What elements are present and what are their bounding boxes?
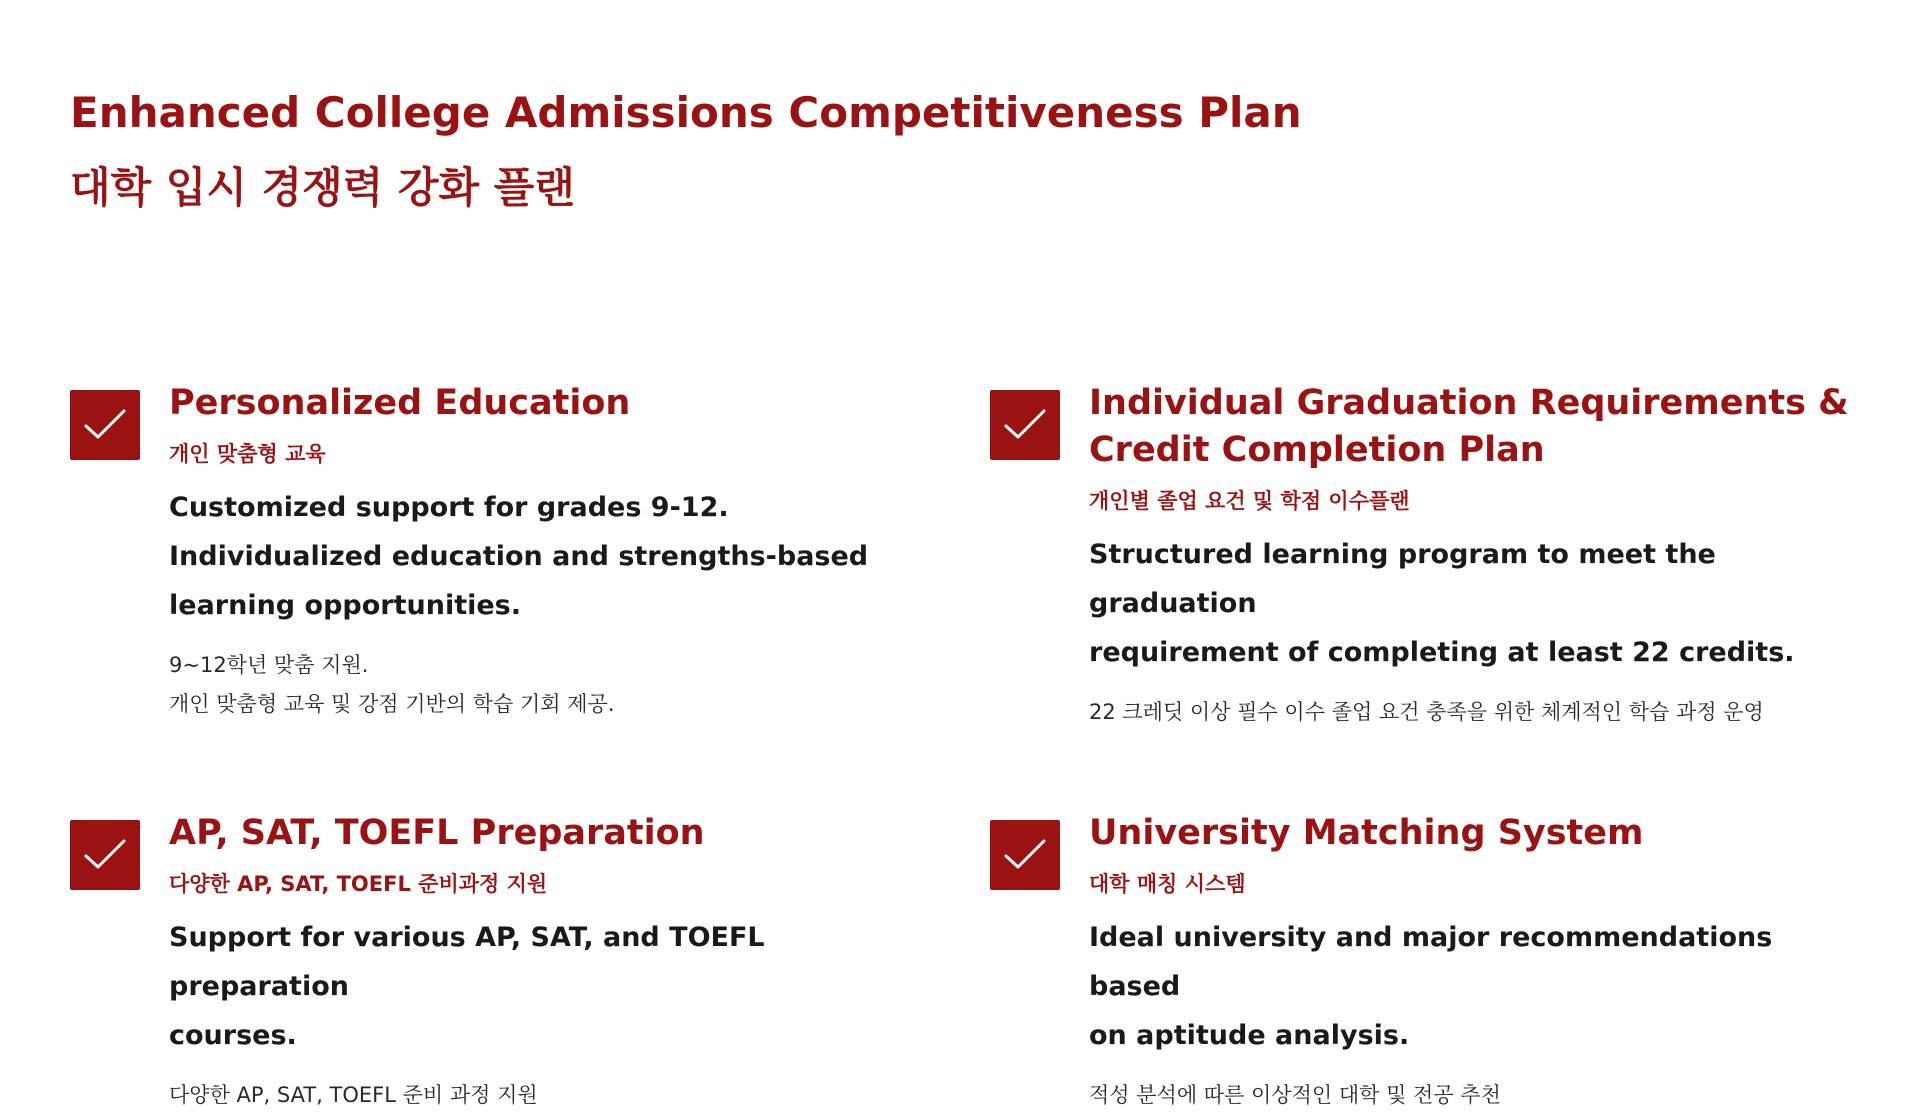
card-description xyxy=(1089,913,1859,1060)
card-description xyxy=(169,913,939,1060)
description-line: Ideal university and major recommendations based xyxy=(1089,922,1773,1002)
checkmark-icon xyxy=(990,390,1060,460)
checkmark-icon xyxy=(990,820,1060,890)
card-subtitle: 개인 맞춤형 교육 xyxy=(169,442,326,466)
card-subtitle: 개인별 졸업 요건 및 학점 이수플랜 xyxy=(1089,489,1410,513)
title-line: Credit Completion Plan xyxy=(1089,430,1545,470)
card-note xyxy=(1089,693,1859,732)
description-line: courses. xyxy=(169,1020,297,1051)
description-line: Customized support for grades 9-12. xyxy=(169,492,729,523)
description-line: Support for various AP, SAT, and TOEFL preparation xyxy=(169,922,765,1002)
card-description xyxy=(169,483,939,630)
page-title: Enhanced College Admissions Competitiveness Plan xyxy=(70,88,1302,137)
description-line: Structured learning program to meet the graduation xyxy=(1089,539,1716,619)
card-body xyxy=(1089,810,1859,1115)
card-title: AP, SAT, TOEFL Preparation xyxy=(169,813,705,853)
card-note xyxy=(169,646,939,724)
note-line: 개인 맞춤형 교육 및 강점 기반의 학습 기회 제공. xyxy=(169,692,615,716)
card-subtitle: 다양한 AP, SAT, TOEFL 준비과정 지원 xyxy=(169,872,548,896)
header xyxy=(70,78,1302,218)
card-description xyxy=(1089,530,1859,677)
note-line: 적성 분석에 따른 이상적인 대학 및 전공 추천 xyxy=(1089,1083,1501,1107)
card-note xyxy=(1089,1076,1859,1115)
note-line: 다양한 AP, SAT, TOEFL 준비 과정 지원 xyxy=(169,1083,538,1107)
card-body xyxy=(1089,380,1859,732)
card-body xyxy=(169,810,939,1115)
description-line: learning opportunities. xyxy=(169,590,522,621)
card-title: Personalized Education xyxy=(169,383,631,423)
description-line: Individualized education and strengths-based xyxy=(169,541,869,572)
title-line: Individual Graduation Requirements & xyxy=(1089,383,1849,423)
card-title: University Matching System xyxy=(1089,813,1644,853)
note-line: 9~12학년 맞춤 지원. xyxy=(169,653,369,677)
note-line: 22 크레딧 이상 필수 이수 졸업 요건 충족을 위한 체계적인 학습 과정 운영 xyxy=(1089,700,1764,724)
card-note xyxy=(169,1076,939,1115)
card-subtitle: 대학 매칭 시스템 xyxy=(1089,872,1246,896)
card-title xyxy=(1089,380,1859,474)
checkmark-icon xyxy=(70,390,140,460)
description-line: requirement of completing at least 22 credits. xyxy=(1089,637,1795,668)
checkmark-icon xyxy=(70,820,140,890)
page-title-korean: 대학 입시 경쟁력 강화 플랜 xyxy=(70,163,575,212)
description-line: on aptitude analysis. xyxy=(1089,1020,1410,1051)
card-body xyxy=(169,380,939,724)
